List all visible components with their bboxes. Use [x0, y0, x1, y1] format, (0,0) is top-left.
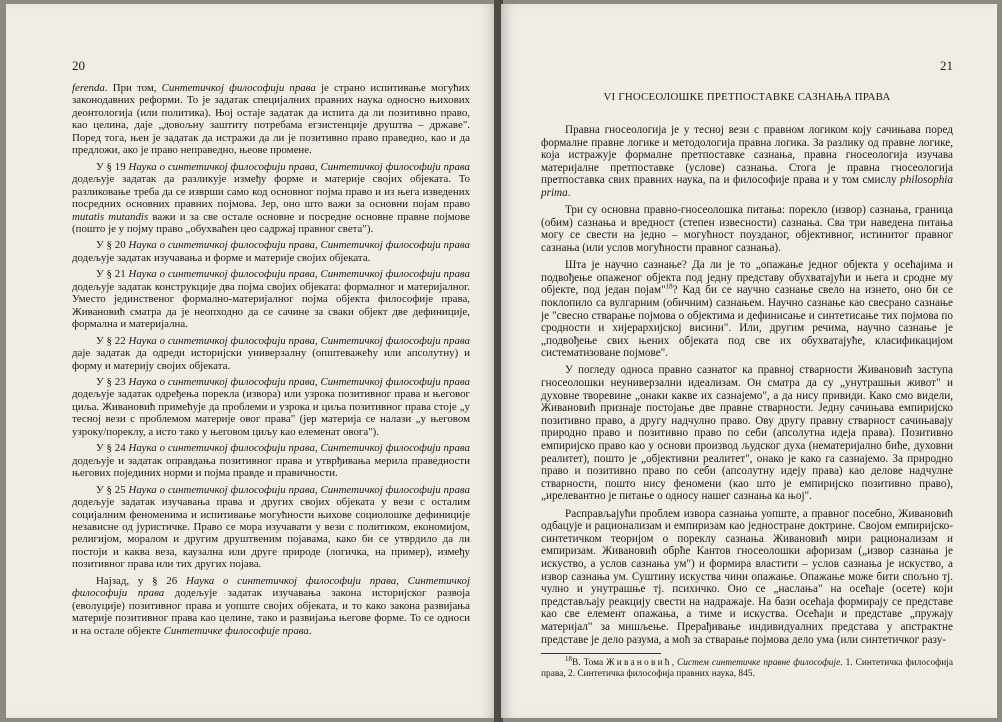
- text-run: додељује задатак изучавања и форме и материје својих објеката.: [72, 251, 371, 264]
- text-run: важи и за све остале основне и посредне основне правне појмове (пошто је у појму право „обухваћен цео садржај правног света").: [72, 210, 471, 235]
- left-page: [6, 4, 496, 718]
- body-text: [72, 82, 470, 637]
- footnote-ref: 18: [665, 282, 673, 291]
- footnote-text: [541, 658, 953, 679]
- paragraph: [72, 82, 470, 157]
- paragraph: [72, 442, 470, 479]
- text-run: Правна гносеологија је у тесној вези с правном логиком коју сачињава поред формалне правне логике и методологија правна логика. За разлику од правне логике, која истражује формалне претпоставке сазнања, правна гносеологија изучава материјалне претпоставке (услове) сазнања. Стога је правна гносеологија претпоставка свих правних наука, па и философије права и у том смислу: [541, 124, 953, 187]
- paragraph: [541, 204, 953, 254]
- paragraph: [72, 335, 470, 372]
- italic-text: philosophia prima: [541, 174, 953, 199]
- paragraph: [72, 484, 470, 571]
- text-run: Шта је научно сазнање? Да ли је то „опажање једног објекта у осећајима и подвођење опаженог објекта под једну представу обухватајући и њега и сродне му објекте, под један појам": [541, 259, 953, 297]
- body-text: [541, 124, 953, 646]
- text-run: У § 19: [96, 160, 129, 173]
- paragraph: [72, 239, 470, 264]
- paragraph: [72, 161, 470, 236]
- paragraph: [541, 259, 953, 360]
- footnote: [541, 655, 953, 680]
- italic-text: Наука о синтетичкој философији права, Синтетичкој философији права: [128, 483, 470, 496]
- italic-text: Наука о синтетичкој философији права, Синтетичкој философији права: [128, 442, 470, 455]
- text-run: додељује задатак конструкције два појма својих објеката: формалног и материјалног. Уместо јединственог формално-материјалног појма објекта философије права, Живановић сматра да је неопходно да се сачине за сваки објект две дефиниције, формална и материјална.: [72, 280, 470, 331]
- text-run: . 1. Синтетичка философија права, 2. Синтетичка философија правних наука, 845.: [541, 658, 953, 679]
- text-run: Три су основна правно-гносеолошка питања: порекло (извор) сазнања, граница (обим) сазнања и вредност (степен извесности) сазнања. Сва три наведена питања могу се свести на једно – могућност поузданог, објективног, истинитог правног сазнања (или услов могућности правног сазнања).: [541, 204, 953, 254]
- page-number: 20: [72, 58, 85, 73]
- italic-text: Наука о синтетичкој философији права, Синтетичкој философији права: [128, 334, 470, 347]
- paragraph: [72, 268, 470, 330]
- text-run: .: [567, 186, 571, 199]
- text-run: У § 22: [96, 334, 129, 347]
- italic-text: Наука о синтетичкој философији права, Синтетичкој философији права: [128, 239, 470, 252]
- italic-text: Наука о синтетичкој философији права, Синтетичкој философији права: [128, 160, 470, 173]
- text-run: У погледу односа правно сазнатог ка правној стварности Живановић заступа гносеолошки неуниверзални идеализам. Он сматра да су „унутрашњи живот" и духовне творевине „онаки какве их сазнајемо", а да нису привиди. Како смо видели, Живановић признаје постојање две правне стварности. Једну сачињава емпиријско позитивно право, а другу надчулно право. Ову другу правну стварност сачињавају природно право и позитивно право по себи (апсолутна идеја права). Позитивно емпиријско право као у основи производ људског духа (нематеријално биће, духовни реалитет), пошто је „објективни реалитет", онако је како га сазнајемо. За природно право и позитивно право по себи (апсолутну идеју права) као делове надчулне стварности, пошто нису феномени (као што је емпиријско позитивно право), „ирелевантно је питање о односу нашег сазнања ка њој".: [541, 364, 953, 503]
- italic-text: Систем синтетичке правне философије: [677, 658, 841, 669]
- italic-text: Синтетичкој философији права: [161, 82, 316, 94]
- text-run: У § 25: [96, 483, 129, 496]
- text-run: У § 24: [96, 442, 129, 455]
- text-run: У § 23: [96, 375, 129, 388]
- footnote-number: 18: [565, 655, 572, 663]
- text-run: Најзад, у § 26: [96, 574, 186, 587]
- text-run: . При том,: [104, 82, 162, 94]
- right-page: [501, 4, 997, 718]
- text-run: додељује задатак изучавања закона историјског развоја (еволуције) позитивног права и уопште својих објеката, и то како закона развијања материје позитивног права као целине, тако и развијања његове форме. То се односи и на остале објекте: [72, 587, 470, 637]
- text-run: В. Тома: [572, 658, 607, 669]
- text-run: Живановић: [606, 658, 672, 669]
- text-run: Расправљајући проблем извора сазнања уопште, а правног посебно, Живановић одбацује и рационализам и емпиризам као једностране доктрине. Својом емпиријско-синтетичком теоријом о пореклу сазнања Живановић мири рационализам и емпиризам. Живановић обрће Кантов гносеолошки афоризам („извор сазнања је искуство, а услов сазнања ум") и формира властити – услов сазнања је искуство, а извор сазнања ум. Суштину искуства чини опажање. Опажање може бити спољно тј. чулно и унутрашње тј. психичко. Оно се „наслања" на осећаје (осете) који представљају реакцију свести на надражаје. На бази осећаја формирају се представе као све елемент опажања, а тиме и искуства. Осећаји и представе „пружају материјал" за мишљење. Прерађивање индивидуалних представа у апстрактне представе је дело разума, а моћ за стварање појмова дело ума (или синтетичког разу-: [541, 507, 953, 646]
- italic-text: Наука о синтетичкој философији права, Синтетичкој философији права: [128, 268, 470, 281]
- page-number: 21: [940, 58, 953, 73]
- text-run: даје задатак да одреди историјски универзалну (општеважећу или апсолутну) и форму и материју својих објеката.: [72, 347, 470, 372]
- paragraph: [541, 124, 953, 200]
- italic-text: ferenda: [72, 82, 105, 94]
- italic-text: mutatis mutandis: [72, 210, 149, 223]
- text-run: .: [308, 624, 312, 637]
- text-run: У § 21: [96, 268, 129, 281]
- italic-text: Наука о синтетичкој философији права, Синтетичкој философији права: [128, 375, 470, 388]
- text-run: додељује и задатак оправдања позитивног права и утврђивања мерила праведности његових појединих норми и појма правде и правичности.: [72, 454, 470, 480]
- text-run: додељује задатак одређења порекла (извора) или узрока позитивног права и његовог циља. Живановић примећује да проблеми и узрока и циља позитивног права стоје „у тесној вези с проблемом материје овог права" (јер материја се налази „у његовом узроку/пореклу, а исто тако у његовом циљу као елеменат овога").: [72, 388, 470, 438]
- text-run: У § 20: [96, 239, 129, 252]
- paragraph: [72, 575, 470, 637]
- chapter-title: VI ГНОСЕОЛОШКЕ ПРЕТПОСТАВКЕ САЗНАЊА ПРАВА: [603, 91, 891, 103]
- italic-text: Наука о синтетичкој философији права, Синтетичкој философији права: [72, 574, 470, 600]
- text-run: ? Кад би се научно сазнање свело на изнето, оно би се поклопило са вулгарним (обичним) сазнањем. Научно сазнање као свесрано сазнање је "свесно стварање појмова о објектима и дефинисање и синтетисање тих појмова по сродности и хијерархијској висини". Или, другим речима, научно сазнање је „подвођење свих њених објеката под све их обухватајуће, класификацијом систематизоване појмове".: [541, 284, 953, 360]
- paragraph: [72, 376, 470, 438]
- text-run: додељује задатак изучавања права и других својих објеката у вези с осталим социјалним феноменима и испитивање могућности њихове социолошке дефиниције независне од јуристичке. Право се мора изучавати у вези с политиком, економијом, религијом, моралом и другим друштвеним појавама, како би се утврдило да ли постоји и каква веза, каузална или друге природе (логичка, на пример), између позитивног права или тих других појава.: [72, 496, 470, 571]
- paragraph: [541, 508, 953, 647]
- paragraph: [541, 364, 953, 503]
- text-run: ,: [671, 658, 678, 669]
- footnote-rule: [541, 653, 661, 654]
- text-run: додељује задатак да разликује између форме и материје својих објеката. То разликовање треба да се изврши само код основног појма право и из њега изведених посредних основних правних појмова. Јер, оно што важи за основни појам право: [72, 173, 470, 211]
- text-run: је страно испитивање могућих законодавних реформи. То је задатак специјалних правних наука односно њихових деонтологија (или политика). Њој остаје задатак да испита да ли позитивно право, као целина, даје „довољну заштиту потребама егзистенције друштва – државе". Поред тога, њен је задатак да истражи да ли је позитивно право праведно, као и да предложи, ако је право неправедно, њеове промене.: [72, 82, 470, 157]
- italic-text: Синтетичке философије права: [163, 624, 309, 637]
